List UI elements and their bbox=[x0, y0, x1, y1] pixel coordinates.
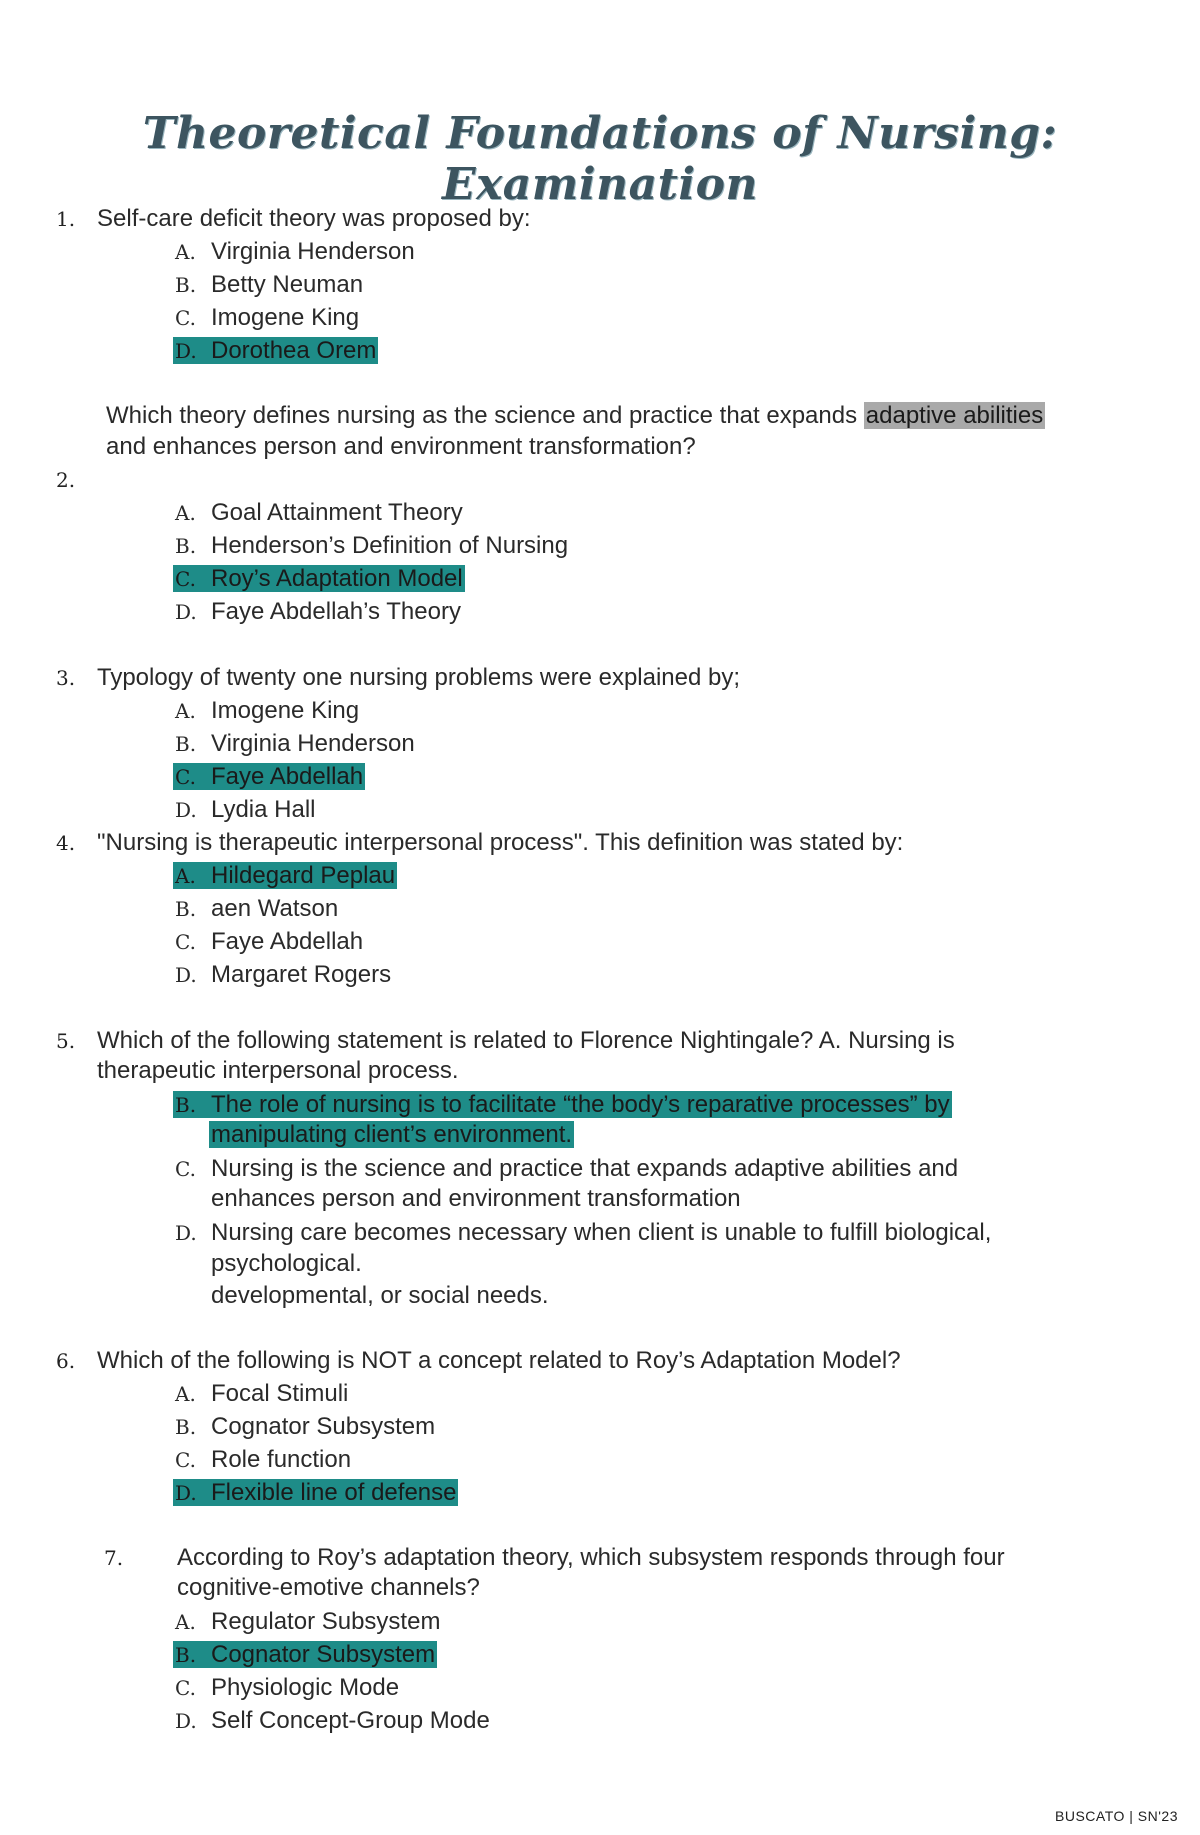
choice-correct bbox=[173, 1639, 437, 1671]
choice-text: Margaret Rogers bbox=[211, 961, 392, 988]
choice-letter: C. bbox=[175, 567, 196, 591]
question-text-cont: cognitive-emotive channels? bbox=[177, 1574, 480, 1601]
choice-text: Imogene King bbox=[211, 304, 360, 331]
choice-text: Focal Stimuli bbox=[211, 1380, 349, 1407]
choice bbox=[175, 269, 363, 301]
choice-text-cont: developmental, or social needs. bbox=[211, 1282, 549, 1309]
choice-text: Cognator Subsystem bbox=[211, 1413, 436, 1440]
choice-letter: C. bbox=[175, 1448, 196, 1472]
choice-letter: B. bbox=[175, 1415, 197, 1439]
choice-text: Flexible line of defense bbox=[211, 1479, 457, 1506]
choice-letter: B. bbox=[175, 897, 197, 921]
choice-text: Dorothea Orem bbox=[211, 337, 377, 364]
question-text-part: Which theory defines nursing as the science and practice that expands bbox=[106, 402, 864, 429]
choice bbox=[175, 893, 338, 925]
choice-text: Imogene King bbox=[211, 697, 360, 724]
choice-text: Self Concept-Group Mode bbox=[211, 1707, 490, 1734]
choice-text-cont: manipulating client’s environment. bbox=[211, 1121, 573, 1148]
choice-letter: C. bbox=[175, 1676, 196, 1700]
choice-letter: B. bbox=[175, 534, 197, 558]
choice-letter: B. bbox=[175, 273, 197, 297]
question-text: Typology of twenty one nursing problems were explained by; bbox=[97, 664, 741, 691]
choice-letter: A. bbox=[175, 1610, 196, 1634]
choice-letter: C. bbox=[175, 1157, 196, 1181]
choice bbox=[175, 959, 391, 991]
choice bbox=[175, 794, 316, 826]
choice-text: Role function bbox=[211, 1446, 352, 1473]
choice bbox=[175, 1153, 958, 1185]
choice-text: Faye Abdellah’s Theory bbox=[211, 598, 461, 625]
choice-text: Regulator Subsystem bbox=[211, 1608, 441, 1635]
choice-text: Faye Abdellah bbox=[211, 763, 364, 790]
choice-letter: A. bbox=[175, 699, 196, 723]
question-text-cont: therapeutic interpersonal process. bbox=[97, 1057, 459, 1084]
choice bbox=[175, 1606, 440, 1638]
choice-letter: D. bbox=[175, 963, 197, 987]
question-text: Self-care deficit theory was proposed by: bbox=[97, 205, 531, 232]
question-number: 1. bbox=[56, 207, 76, 231]
choice-letter: D. bbox=[175, 1221, 197, 1245]
page-footer: BUSCATO | SN'23 bbox=[1055, 1808, 1178, 1824]
choice-letter: D. bbox=[175, 1709, 197, 1733]
choice-letter: A. bbox=[175, 501, 196, 525]
choice bbox=[175, 926, 363, 958]
choice-text: Hildegard Peplau bbox=[211, 862, 396, 889]
page-title: Theoretical Foundations of Nursing: Examination bbox=[142, 108, 1058, 210]
question-text bbox=[106, 400, 1045, 432]
choice bbox=[175, 1444, 351, 1476]
choice bbox=[175, 302, 359, 334]
question-text-cont: and enhances person and environment transformation? bbox=[106, 433, 696, 460]
choice-text: aen Watson bbox=[211, 895, 339, 922]
choice-correct bbox=[173, 860, 397, 892]
question-number: 5. bbox=[56, 1029, 76, 1053]
choice-letter: B. bbox=[175, 1093, 197, 1117]
question-text: Which of the following is NOT a concept related to Roy’s Adaptation Model? bbox=[97, 1347, 901, 1374]
question-text: According to Roy’s adaptation theory, which subsystem responds through four bbox=[177, 1544, 1005, 1571]
choice bbox=[175, 695, 359, 727]
choice-letter: B. bbox=[175, 732, 197, 756]
choice bbox=[175, 530, 568, 562]
choice-letter: A. bbox=[175, 1382, 196, 1406]
choice bbox=[175, 728, 415, 760]
choice-letter: D. bbox=[175, 798, 197, 822]
choice bbox=[175, 236, 415, 268]
choice-correct bbox=[173, 1089, 952, 1121]
choice-text: Lydia Hall bbox=[211, 796, 316, 823]
choice-correct bbox=[173, 761, 365, 793]
choice-correct bbox=[173, 563, 465, 595]
choice bbox=[175, 1672, 399, 1704]
question-number: 4. bbox=[56, 831, 76, 855]
choice bbox=[175, 1411, 435, 1443]
choice-text: Henderson’s Definition of Nursing bbox=[211, 532, 569, 559]
choice-text: Virginia Henderson bbox=[211, 730, 415, 757]
choice-correct bbox=[173, 1477, 458, 1509]
choice-text: Goal Attainment Theory bbox=[211, 499, 463, 526]
question-number: 6. bbox=[56, 1349, 76, 1373]
choice-letter: D. bbox=[175, 600, 197, 624]
choice-text: Physiologic Mode bbox=[211, 1674, 400, 1701]
highlighted-phrase: adaptive abilities bbox=[865, 402, 1044, 429]
choice-letter: C. bbox=[175, 306, 196, 330]
question-number: 2. bbox=[56, 468, 76, 492]
question-number: 3. bbox=[56, 666, 76, 690]
choice bbox=[175, 1378, 348, 1410]
choice-letter: B. bbox=[175, 1643, 197, 1667]
choice bbox=[175, 1705, 490, 1737]
choice bbox=[175, 497, 463, 529]
choice-text: The role of nursing is to facilitate “the body’s reparative processes” by bbox=[211, 1091, 950, 1118]
choice-text: Nursing care becomes necessary when client is unable to fulfill biological, bbox=[211, 1219, 992, 1246]
question-number: 7. bbox=[104, 1546, 124, 1570]
choice-text: Faye Abdellah bbox=[211, 928, 364, 955]
question-text: Which of the following statement is related to Florence Nightingale? A. Nursing is bbox=[97, 1027, 955, 1054]
choice bbox=[175, 596, 461, 628]
choice-correct bbox=[173, 335, 378, 367]
choice-letter: C. bbox=[175, 930, 196, 954]
question-text: "Nursing is therapeutic interpersonal process". This definition was stated by: bbox=[97, 829, 904, 856]
choice-letter: D. bbox=[175, 339, 197, 363]
choice-text-cont: psychological. bbox=[211, 1250, 362, 1277]
choice-letter: C. bbox=[175, 765, 196, 789]
choice-letter: A. bbox=[175, 240, 196, 264]
choice-text: Roy’s Adaptation Model bbox=[211, 565, 463, 592]
choice bbox=[175, 1217, 991, 1249]
choice-text: Nursing is the science and practice that expands adaptive abilities and bbox=[211, 1155, 959, 1182]
choice-letter: A. bbox=[175, 864, 196, 888]
choice-letter: D. bbox=[175, 1481, 197, 1505]
choice-correct-cont bbox=[209, 1119, 574, 1151]
choice-text: Betty Neuman bbox=[211, 271, 364, 298]
choice-text-cont: enhances person and environment transformation bbox=[211, 1185, 741, 1212]
choice-text: Cognator Subsystem bbox=[211, 1641, 436, 1668]
choice-text: Virginia Henderson bbox=[211, 238, 415, 265]
